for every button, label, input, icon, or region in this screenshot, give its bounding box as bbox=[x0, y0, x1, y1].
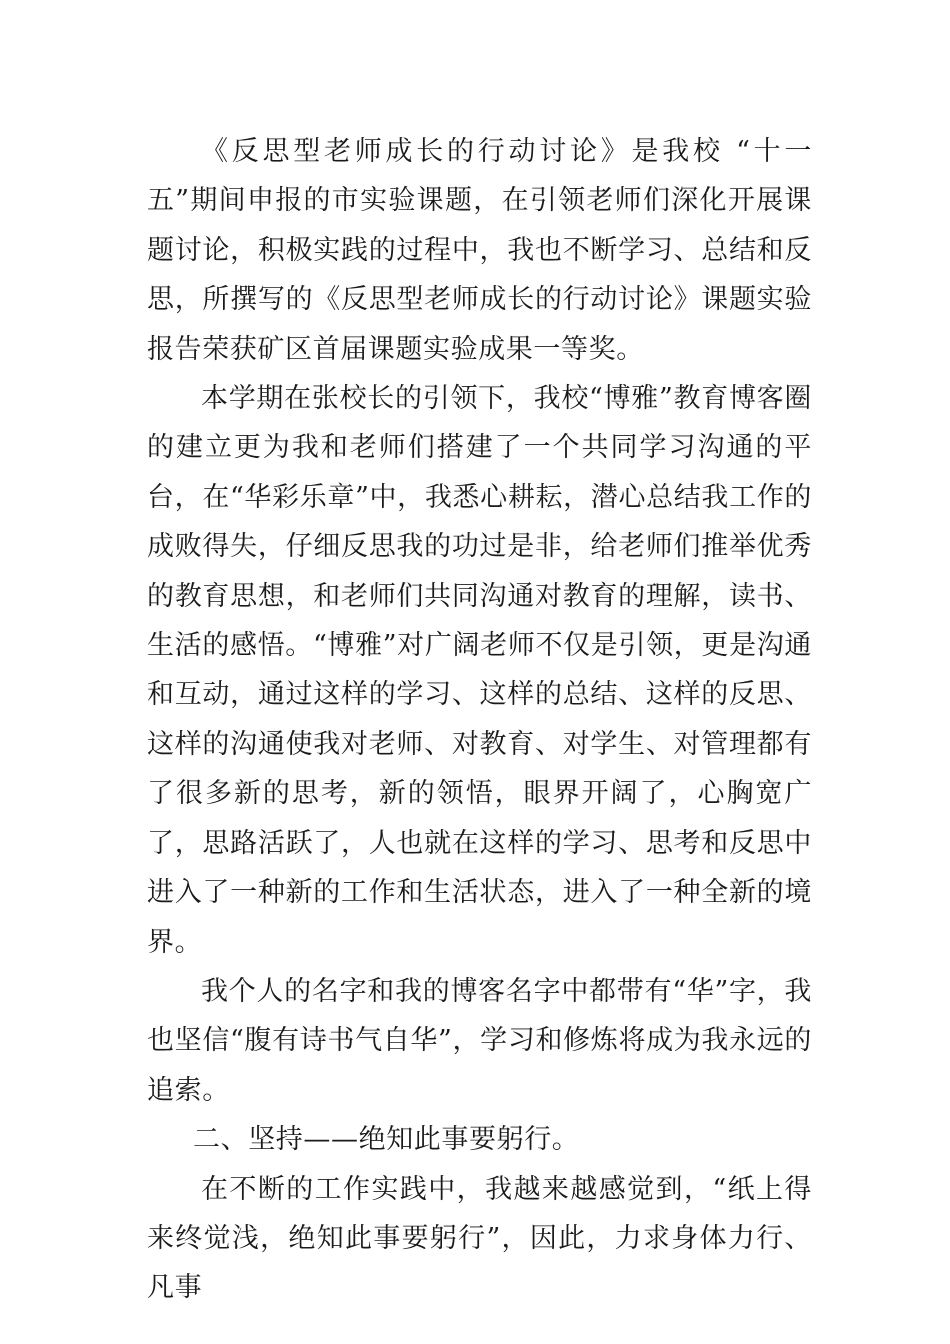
paragraph-blog-circle: 本学期在张校长的引领下，我校“博雅”教育博客圈的建立更为我和老师们搭建了一个共同学习沟通的平台，在“华彩乐章”中，我悉心耕耘，潜心总结我工作的成败得失，仔细反思我的功过是非，给老师们推举优秀的教育思想，和老师们共同沟通对教育的理解，读书、生活的感悟。“博雅”对广阔老师不仅是引领，更是沟通和互动，通过这样的学习、这样的总结、这样的反思、这样的沟通使我对老师、对教育、对学生、对管理都有了很多新的思考，新的领悟，眼界开阔了，心胸宽广了，思路活跃了，人也就在这样的学习、思考和反思中进入了一种新的工作和生活状态，进入了一种全新的境界。 bbox=[147, 383, 812, 958]
paragraph-research-project: 《反思型老师成长的行动讨论》是我校 “十一五”期间申报的市实验课题，在引领老师们深化开展课题讨论，积极实践的过程中，我也不断学习、总结和反思，所撰写的《反思型老师成长的行动讨论》课题实验报告荣获矿区首届课题实验成果一等奖。 bbox=[147, 136, 812, 365]
document-body bbox=[147, 127, 812, 1313]
paragraph-name-motto: 我个人的名字和我的博客名字中都带有“华”字，我也坚信“腹有诗书气自华”，学习和修炼将成为我永远的追索。 bbox=[147, 975, 812, 1106]
section-heading: 二、坚持——绝知此事要躬行。 bbox=[193, 1124, 580, 1156]
paragraph-practice: 在不断的工作实践中，我越来越感觉到，“纸上得来终觉浅，绝知此事要躬行”，因此，力求身体力行、凡事 bbox=[147, 1173, 812, 1304]
